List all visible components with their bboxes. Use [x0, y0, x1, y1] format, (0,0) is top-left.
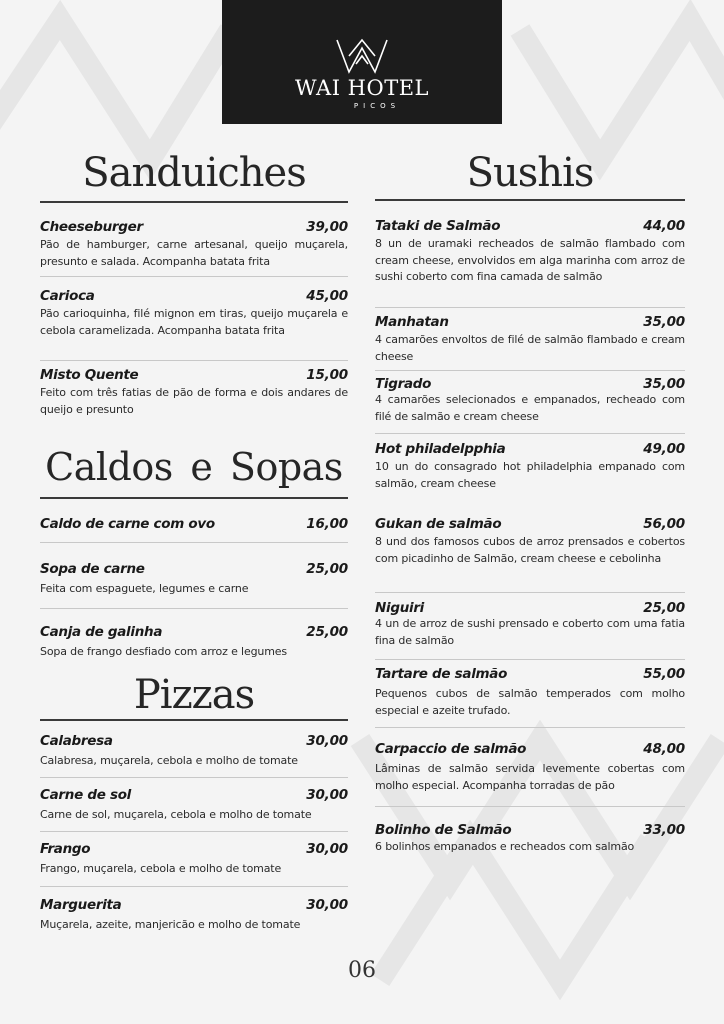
item-name: Tataki de Salmão — [375, 218, 501, 234]
item-price: 25,00 — [306, 624, 348, 640]
menu-item — [375, 822, 685, 856]
item-name: Caldo de carne com ovo — [40, 516, 215, 532]
menu-item — [40, 733, 348, 770]
menu-item — [375, 314, 685, 365]
item-name: Calabresa — [40, 733, 113, 749]
menu-item — [40, 897, 348, 934]
item-divider — [40, 542, 348, 543]
item-divider — [375, 727, 685, 728]
item-name: Carne de sol — [40, 787, 131, 803]
item-description: Carne de sol, muçarela, cebola e molho de tomate — [40, 808, 312, 821]
item-name: Tartare de salmão — [375, 666, 508, 682]
item-description: Pequenos cubos de salmão temperados com molho especial e azeite trufado. — [375, 687, 685, 717]
item-price: 16,00 — [306, 516, 348, 532]
item-price: 30,00 — [306, 733, 348, 749]
item-divider — [40, 276, 348, 277]
item-price: 56,00 — [643, 516, 685, 532]
menu-item — [375, 600, 685, 649]
item-price: 30,00 — [306, 787, 348, 803]
menu-item — [40, 841, 348, 878]
logo-subtitle: PICOS — [353, 102, 401, 110]
item-price: 45,00 — [306, 288, 348, 304]
section-title-pizzas: Pizzas — [133, 672, 255, 718]
section-rule — [40, 719, 348, 721]
item-name: Hot philadelpphia — [375, 441, 506, 457]
menu-item — [40, 516, 348, 532]
item-description: Muçarela, azeite, manjericão e molho de tomate — [40, 918, 301, 931]
item-description: Frango, muçarela, cebola e molho de tomate — [40, 862, 282, 875]
item-divider — [375, 307, 685, 308]
item-description: Lâminas de salmão servida levemente cobertas com molho especial. Acompanha torradas de pão — [375, 762, 685, 792]
item-divider — [40, 608, 348, 609]
item-divider — [40, 777, 348, 778]
item-name: Gukan de salmão — [375, 516, 502, 532]
section-title-caldos: Caldos e Sopas — [45, 445, 343, 489]
item-name: Niguiri — [375, 600, 425, 616]
item-name: Misto Quente — [40, 367, 139, 383]
section-title-sushis: Sushis — [466, 150, 594, 196]
item-price: 48,00 — [643, 741, 685, 757]
item-name: Bolinho de Salmão — [375, 822, 512, 838]
item-description: 8 un de uramaki recheados de salmão flambado com cream cheese, envolvidos em alga marinha com arroz de sushi coberto com fina camada de salmão — [375, 237, 685, 283]
item-description: Pão carioquinha, filé mignon em tiras, queijo muçarela e cebola caramelizada. Acompanha batata frita — [40, 307, 348, 337]
item-divider — [40, 886, 348, 887]
menu-item — [375, 516, 685, 567]
right-column — [375, 0, 685, 1024]
menu-item — [40, 787, 348, 824]
logo-name: WAI HOTEL — [295, 76, 429, 100]
item-description: Feita com espaguete, legumes e carne — [40, 582, 249, 595]
item-price: 55,00 — [643, 666, 685, 682]
menu-item — [40, 288, 348, 339]
item-price: 30,00 — [306, 897, 348, 913]
item-description: 4 camarões envoltos de filé de salmão flambado e cream cheese — [375, 333, 685, 363]
item-divider — [375, 659, 685, 660]
item-divider — [375, 433, 685, 434]
item-price: 25,00 — [306, 561, 348, 577]
section-title-sanduiches: Sanduiches — [82, 150, 306, 196]
item-price: 35,00 — [643, 314, 685, 330]
item-description: Calabresa, muçarela, cebola e molho de tomate — [40, 754, 298, 767]
item-divider — [375, 806, 685, 807]
item-description: 10 un do consagrado hot philadelphia empanado com salmão, cream cheese — [375, 460, 685, 490]
item-description: Pão de hamburger, carne artesanal, queijo muçarela, presunto e salada. Acompanha batata frita — [40, 238, 348, 268]
item-description: Feito com três fatias de pão de forma e dois andares de queijo e presunto — [40, 386, 348, 416]
section-rule — [40, 497, 348, 499]
item-description: 8 und dos famosos cubos de arroz prensados e cobertos com picadinho de Salmão, cream cheese e cebolinha — [375, 535, 685, 565]
item-price: 49,00 — [643, 441, 685, 457]
item-price: 15,00 — [306, 367, 348, 383]
section-rule — [40, 201, 348, 203]
item-name: Sopa de carne — [40, 561, 145, 577]
menu-item — [40, 219, 348, 270]
item-name: Marguerita — [40, 897, 122, 913]
item-name: Carioca — [40, 288, 95, 304]
left-column — [40, 0, 348, 1024]
item-divider — [375, 592, 685, 593]
item-name: Frango — [40, 841, 91, 857]
section-rule — [375, 199, 685, 201]
menu-item — [375, 741, 685, 794]
item-name: Tigrado — [375, 376, 432, 392]
menu-item — [40, 367, 348, 418]
item-description: Sopa de frango desfiado com arroz e legumes — [40, 645, 288, 658]
menu-item — [375, 666, 685, 719]
item-price: 44,00 — [643, 218, 685, 234]
menu-item — [375, 376, 685, 425]
menu-item — [375, 218, 685, 286]
item-name: Cheeseburger — [40, 219, 143, 235]
menu-item — [40, 561, 348, 598]
item-divider — [40, 360, 348, 361]
item-divider — [375, 370, 685, 371]
item-price: 39,00 — [306, 219, 348, 235]
item-description: 4 un de arroz de sushi prensado e coberto com uma fatia fina de salmão — [375, 617, 685, 647]
item-description: 4 camarões selecionados e empanados, recheado com filé de salmão e cream cheese — [375, 393, 685, 423]
item-name: Carpaccio de salmão — [375, 741, 527, 757]
page-number: 06 — [348, 958, 376, 983]
item-description: 6 bolinhos empanados e recheados com salmão — [375, 840, 635, 853]
item-price: 30,00 — [306, 841, 348, 857]
item-name: Manhatan — [375, 314, 449, 330]
item-price: 33,00 — [643, 822, 685, 838]
menu-item — [375, 441, 685, 492]
item-name: Canja de galinha — [40, 624, 163, 640]
item-price: 25,00 — [643, 600, 685, 616]
item-divider — [40, 831, 348, 832]
menu-item — [40, 624, 348, 661]
item-price: 35,00 — [643, 376, 685, 392]
